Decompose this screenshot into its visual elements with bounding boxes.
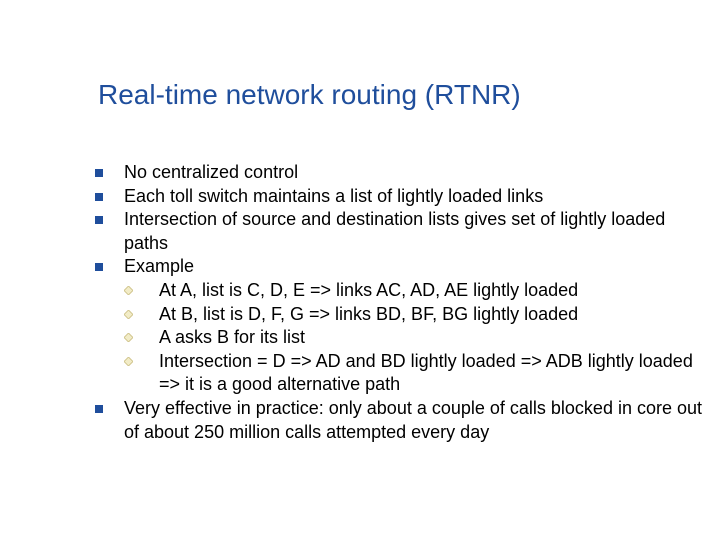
diamond-bullet-icon xyxy=(124,286,133,295)
sub-bullet-item xyxy=(124,303,705,327)
square-bullet-icon xyxy=(95,263,103,271)
sub-bullet-text: At A, list is C, D, E => links AC, AD, AE lightly loaded xyxy=(159,279,579,300)
square-bullet-icon xyxy=(95,193,103,201)
sub-bullet-text: Intersection = D => AD and BD lightly loaded => ADB lightly loaded => it is a good alternative path xyxy=(159,350,693,395)
diamond-bullet-icon xyxy=(124,310,133,319)
sub-bullet-text: A asks B for its list xyxy=(159,327,306,348)
sub-bullet-item xyxy=(124,326,705,350)
bullet-item xyxy=(95,397,705,444)
bullet-list xyxy=(95,161,705,444)
bullet-item xyxy=(95,255,705,397)
bullet-text: Each toll switch maintains a list of lightly loaded links xyxy=(124,185,544,206)
bullet-item xyxy=(95,208,705,255)
sub-bullet-item xyxy=(124,350,705,397)
diamond-bullet-icon xyxy=(124,357,133,366)
bullet-text: Very effective in practice: only about a couple of calls blocked in core out of about 250 million calls attempted every day xyxy=(124,397,703,442)
bullet-text: No centralized control xyxy=(124,162,299,182)
bullet-text: Example xyxy=(124,256,195,277)
square-bullet-icon xyxy=(95,405,103,413)
bullet-text: Intersection of source and destination lists gives set of lightly loaded paths xyxy=(124,209,666,253)
square-bullet-icon xyxy=(95,216,103,224)
sub-bullet-text: At B, list is D, F, G => links BD, BF, BG lightly loaded xyxy=(159,303,579,324)
square-bullet-icon xyxy=(95,169,103,177)
sub-bullet-item xyxy=(124,279,705,303)
bullet-item xyxy=(95,161,705,185)
diamond-bullet-icon xyxy=(124,333,133,342)
bullet-item xyxy=(95,185,705,209)
slide-title: Real-time network routing (RTNR) xyxy=(98,79,521,110)
